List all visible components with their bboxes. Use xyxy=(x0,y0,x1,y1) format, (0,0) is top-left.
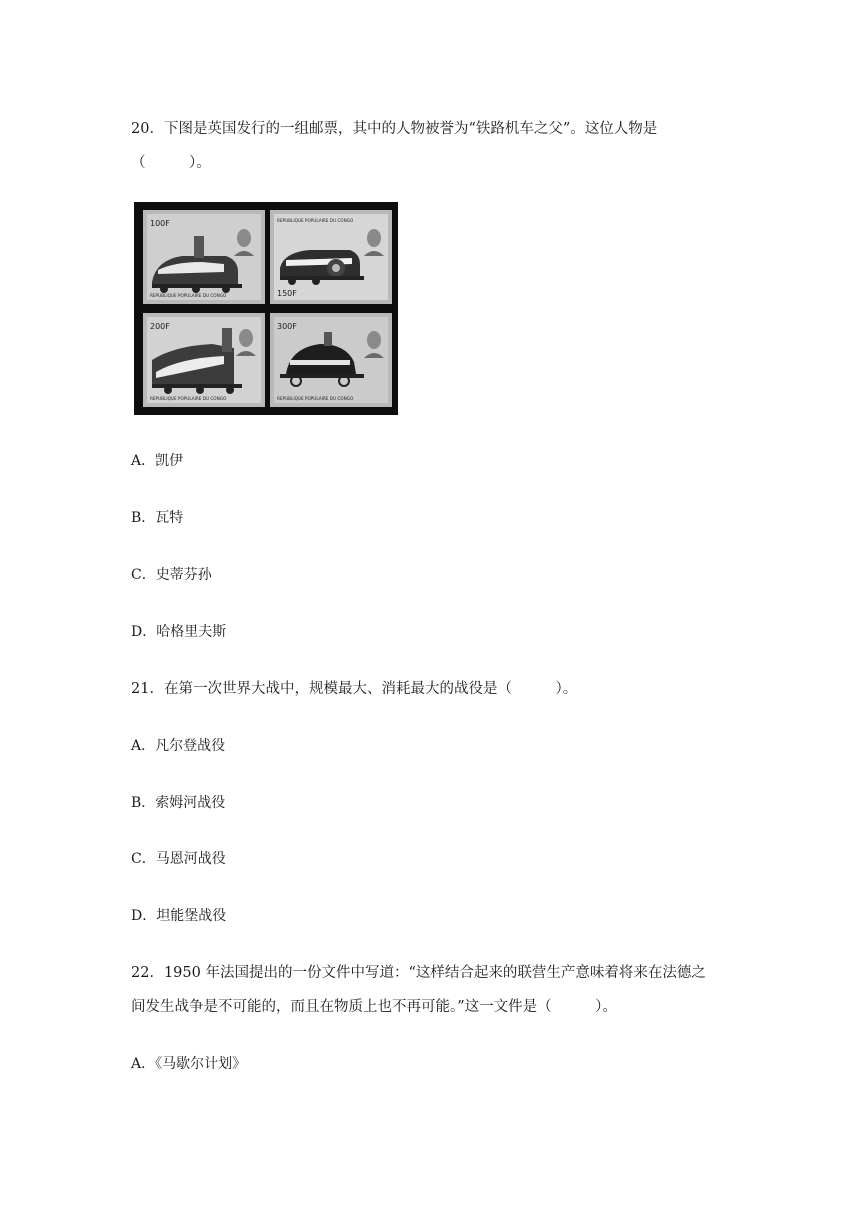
q21-option-b: B．索姆河战役 xyxy=(131,795,226,811)
q20-option-d: D．哈格里夫斯 xyxy=(131,624,227,640)
q21-option-a: A．凡尔登战役 xyxy=(131,738,226,754)
q22-option-a: A．《马歇尔计划》 xyxy=(131,1056,247,1072)
q20-stem-line1: 20．下图是英国发行的一组邮票，其中的人物被誉为“铁路机车之父”。这位人物是 xyxy=(131,121,658,137)
stamp-sheet-image xyxy=(134,202,398,415)
q20-option-b: B．瓦特 xyxy=(131,510,184,526)
stamp-4-bottom-text: REPUBLIQUE POPULAIRE DU CONGO xyxy=(277,396,354,401)
stamp-2 xyxy=(270,210,392,304)
q20-option-c: C．史蒂芬孙 xyxy=(131,567,212,583)
q21-stem: 21．在第一次世界大战中，规模最大、消耗最大的战役是（ ）。 xyxy=(131,681,578,697)
q21-option-d: D．坦能堡战役 xyxy=(131,908,227,924)
stamp-1 xyxy=(143,210,265,304)
q20-option-a: A．凯伊 xyxy=(131,453,184,469)
stamp-1-value: 100F xyxy=(150,219,170,228)
q22-stem-line1: 22．1950 年法国提出的一份文件中写道：“这样结合起来的联营生产意味着将来在法德之 xyxy=(131,965,706,981)
stamp-2-top-text: REPUBLIQUE POPULAIRE DU CONGO xyxy=(277,218,354,223)
q20-stem-line2: （ ）。 xyxy=(131,155,211,171)
stamp-3-bottom-text: REPUBLIQUE POPULAIRE DU CONGO xyxy=(150,396,227,401)
stamp-2-value: 150F xyxy=(277,289,297,298)
stamp-4-value: 300F xyxy=(277,322,297,331)
q22-stem-line2: 间发生战争是不可能的，而且在物质上也不再可能。”这一文件是（ ）。 xyxy=(131,999,617,1015)
stamp-1-bottom-text: REPUBLIQUE POPULAIRE DU CONGO xyxy=(150,293,227,298)
stamp-3 xyxy=(143,313,265,407)
stamp-3-value: 200F xyxy=(150,322,170,331)
q21-option-c: C．马恩河战役 xyxy=(131,851,226,867)
stamp-4 xyxy=(270,313,392,407)
